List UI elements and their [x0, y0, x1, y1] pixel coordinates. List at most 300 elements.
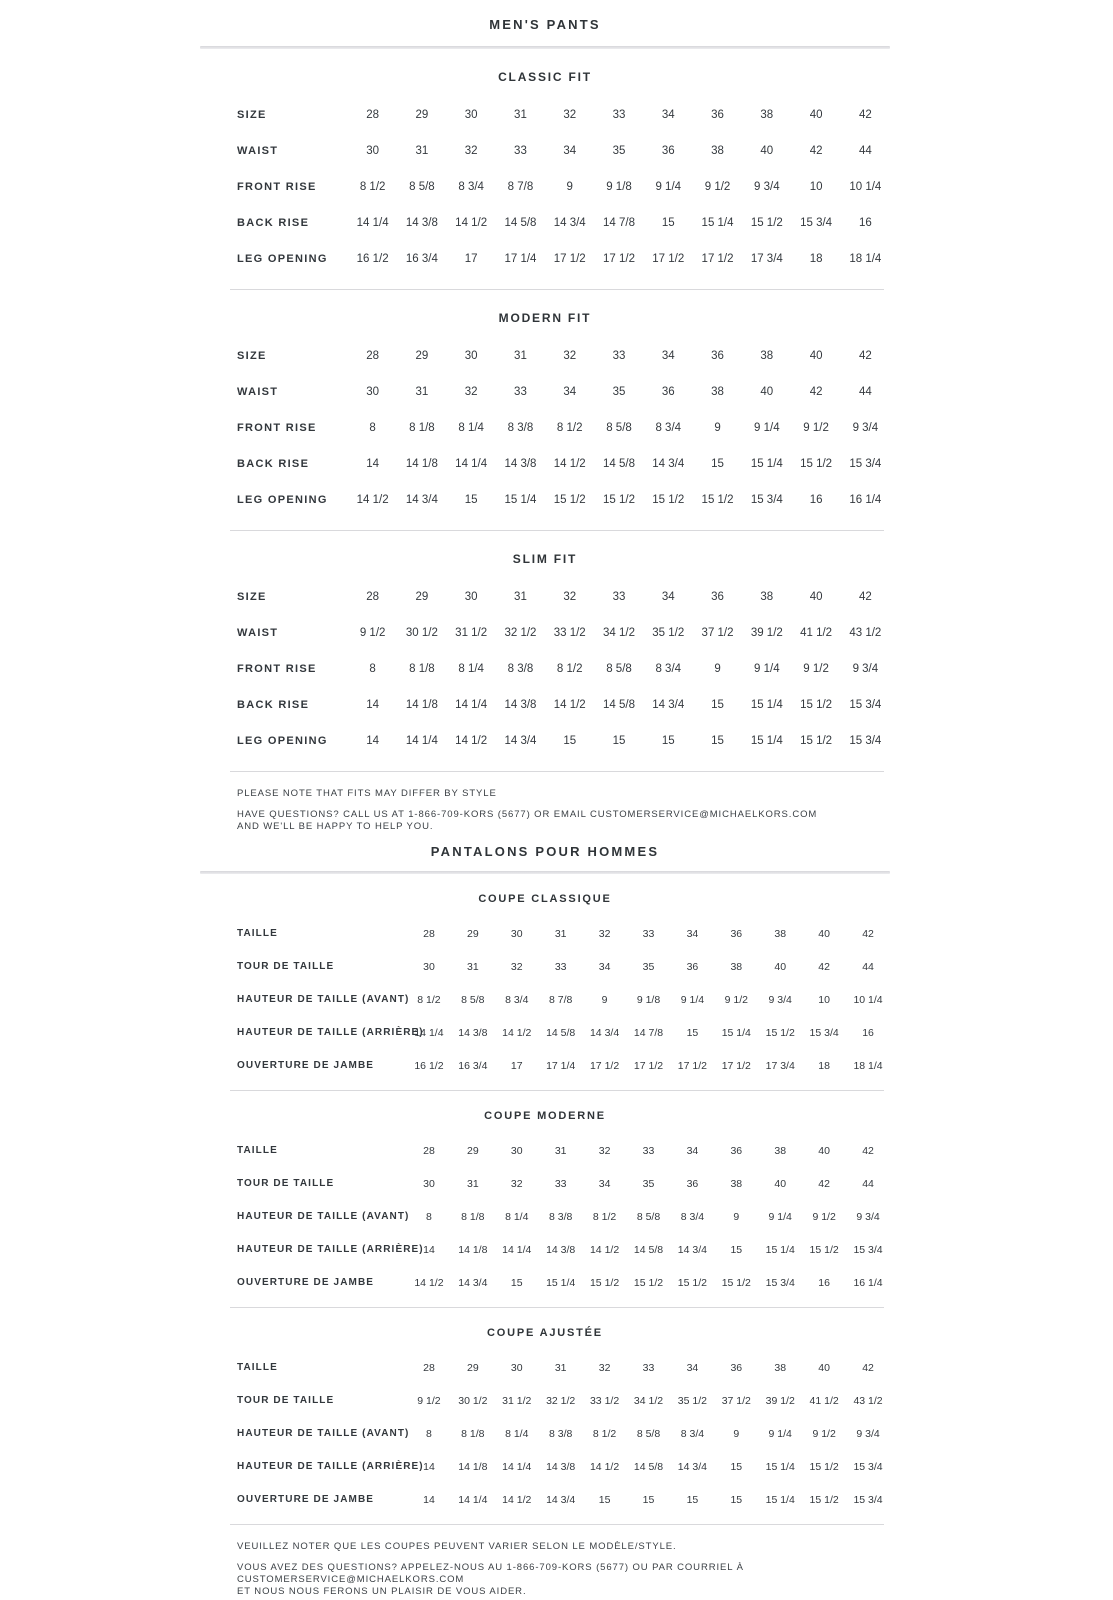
size-value-cell: 15 3/4: [800, 217, 833, 229]
size-table-row: [200, 1483, 890, 1516]
row-label: OUVERTURE DE JAMBE: [237, 1277, 375, 1288]
size-value-cell: 9 3/4: [852, 422, 879, 434]
size-value-cell: 8 1/2: [592, 1427, 617, 1440]
size-value-cell: 44: [858, 145, 872, 157]
size-value-cell: 15 1/2: [800, 699, 833, 711]
size-value-cell: 30: [464, 591, 478, 603]
size-value-cell: 16 3/4: [405, 253, 438, 265]
size-value-cell: 32: [563, 350, 577, 362]
size-value-cell: 33: [642, 1361, 655, 1374]
size-value-cell: 14 3/4: [504, 735, 537, 747]
size-value-cell: 14 1/2: [589, 1460, 620, 1473]
size-value-cell: 43 1/2: [849, 627, 882, 639]
size-value-cell: 44: [858, 386, 872, 398]
size-table-coupe-ajustee: [200, 1351, 890, 1516]
section-divider: [230, 530, 884, 531]
size-value-cell: 42: [818, 960, 830, 973]
size-value-cell: 9: [601, 993, 608, 1006]
row-label: HAUTEUR DE TAILLE (ARRIÈRE): [237, 1027, 424, 1038]
size-value-cell: 34: [598, 960, 611, 973]
size-value-cell: 17 1/2: [677, 1059, 707, 1072]
size-value-cell: 14 5/8: [546, 1026, 576, 1039]
size-value-cell: 38: [730, 1177, 743, 1190]
fit-heading-classic: CLASSIC FIT: [498, 70, 592, 84]
size-value-cell: 32 1/2: [504, 627, 537, 639]
size-value-cell: 14 3/8: [458, 1026, 488, 1039]
size-value-cell: 8 3/4: [655, 422, 682, 434]
size-value-cell: 31 1/2: [502, 1394, 532, 1407]
size-value-cell: 16 1/2: [414, 1059, 444, 1072]
size-value-cell: 37 1/2: [701, 627, 734, 639]
size-value-cell: 15 1/2: [633, 1276, 664, 1289]
size-value-cell: 14: [366, 458, 380, 470]
size-value-cell: 15 1/2: [553, 494, 586, 506]
size-value-cell: 38: [760, 109, 774, 121]
size-value-cell: 9 1/4: [754, 422, 780, 434]
row-label: TOUR DE TAILLE: [237, 1395, 335, 1406]
size-value-cell: 8 5/8: [606, 422, 632, 434]
size-value-cell: 31: [467, 1177, 479, 1190]
size-value-cell: 17 1/4: [546, 1059, 576, 1072]
size-value-cell: 35 1/2: [677, 1394, 707, 1407]
size-value-cell: 14 5/8: [504, 217, 537, 229]
size-value-cell: 34: [661, 350, 675, 362]
fit-section-coupe-moderne: [200, 1111, 890, 1299]
size-value-cell: 36: [730, 1361, 743, 1374]
size-value-cell: 18: [809, 253, 823, 265]
size-value-cell: 15 1/2: [677, 1276, 707, 1289]
size-value-cell: 32: [510, 1177, 523, 1190]
size-table-row: [200, 1384, 890, 1417]
size-value-cell: 15 1/2: [750, 217, 783, 229]
fit-section-coupe-classique: [200, 894, 890, 1082]
size-value-cell: 14 1/2: [414, 1276, 444, 1289]
size-value-cell: 30: [464, 109, 478, 121]
size-value-cell: 38: [774, 1361, 787, 1374]
contact-note-en: [200, 809, 890, 833]
size-value-cell: 8 7/8: [548, 993, 573, 1006]
size-value-cell: 39 1/2: [750, 627, 783, 639]
size-value-cell: 14: [366, 735, 380, 747]
size-value-cell: 8 1/2: [556, 422, 583, 434]
size-value-cell: 8 3/8: [507, 663, 534, 675]
size-table-row: [200, 651, 890, 687]
size-value-cell: 8: [369, 663, 376, 675]
size-table-row: [200, 205, 890, 241]
row-label: TAILLE: [237, 928, 278, 939]
size-value-cell: 9 1/2: [812, 1210, 836, 1223]
size-table-row: [200, 1266, 890, 1299]
size-value-cell: 44: [862, 1177, 874, 1190]
size-value-cell: 14 3/8: [504, 458, 537, 470]
size-value-cell: 8: [426, 1210, 432, 1223]
size-value-cell: 36: [711, 350, 724, 362]
size-value-cell: 15 1/2: [765, 1026, 795, 1039]
size-table-row: [200, 983, 890, 1016]
size-value-cell: 41 1/2: [809, 1394, 839, 1407]
size-value-cell: 33: [554, 1177, 567, 1190]
size-value-cell: 33: [642, 1144, 655, 1157]
size-table-coupe-classique: [200, 917, 890, 1082]
size-value-cell: 15 1/4: [721, 1026, 751, 1039]
size-value-cell: 14 3/4: [652, 699, 685, 711]
size-value-cell: 18 1/4: [849, 253, 882, 265]
size-value-cell: 9 1/4: [754, 663, 780, 675]
size-value-cell: 33: [514, 145, 527, 157]
size-value-cell: 14 3/4: [405, 494, 438, 506]
size-value-cell: 42: [862, 927, 874, 940]
fit-section-slim: [200, 553, 890, 759]
size-value-cell: 40: [760, 145, 774, 157]
row-label: WAIST: [237, 386, 279, 398]
size-value-cell: 18 1/4: [853, 1059, 883, 1072]
size-value-cell: 15 1/4: [765, 1243, 795, 1256]
size-table-row: [200, 446, 890, 482]
size-value-cell: 14 3/8: [546, 1460, 576, 1473]
size-table-row: [200, 687, 890, 723]
size-value-cell: 38: [760, 350, 774, 362]
size-table-row: [200, 1049, 890, 1082]
row-label: LEG OPENING: [237, 253, 328, 265]
row-label: OUVERTURE DE JAMBE: [237, 1060, 375, 1071]
size-value-cell: 8 1/8: [461, 1210, 485, 1223]
size-value-cell: 15: [711, 458, 724, 470]
size-value-cell: 34: [686, 927, 699, 940]
size-value-cell: 42: [809, 145, 823, 157]
size-value-cell: 8 5/8: [409, 181, 435, 193]
size-value-cell: 35: [612, 145, 626, 157]
size-value-cell: 8 5/8: [636, 1427, 661, 1440]
size-value-cell: 15 1/2: [809, 1460, 839, 1473]
size-value-cell: 36: [730, 927, 743, 940]
section-divider: [230, 771, 884, 772]
size-value-cell: 16: [818, 1276, 830, 1289]
size-table-row: [200, 723, 890, 759]
size-guide-page: [200, 0, 890, 1598]
size-value-cell: 8 1/2: [417, 993, 441, 1006]
size-value-cell: 9 3/4: [852, 663, 879, 675]
size-value-cell: 14: [423, 1243, 435, 1256]
size-value-cell: 9: [733, 1427, 740, 1440]
fit-heading-coupe-moderne: COUPE MODERNE: [484, 1110, 606, 1122]
size-value-cell: 15: [686, 1026, 699, 1039]
size-value-cell: 17 1/2: [553, 253, 586, 265]
size-value-cell: 34: [563, 386, 577, 398]
size-value-cell: 40: [760, 386, 774, 398]
size-value-cell: 34: [686, 1144, 699, 1157]
size-value-cell: 30: [464, 350, 478, 362]
size-value-cell: 14 1/2: [553, 699, 586, 711]
size-value-cell: 30: [423, 960, 435, 973]
size-value-cell: 34: [661, 591, 675, 603]
size-value-cell: 8 3/8: [548, 1427, 573, 1440]
size-value-cell: 34: [598, 1177, 611, 1190]
size-value-cell: 14 3/8: [546, 1243, 576, 1256]
size-value-cell: 42: [858, 109, 872, 121]
size-value-cell: 15 1/2: [603, 494, 635, 506]
row-label: FRONT RISE: [237, 663, 317, 675]
size-value-cell: 31: [415, 145, 429, 157]
size-value-cell: 15: [730, 1243, 743, 1256]
size-value-cell: 29: [415, 591, 429, 603]
size-value-cell: 15: [661, 217, 675, 229]
size-value-cell: 8 1/4: [458, 422, 484, 434]
size-value-cell: 14 5/8: [633, 1243, 664, 1256]
size-value-cell: 14 1/4: [455, 458, 488, 470]
size-value-cell: 9 3/4: [768, 993, 792, 1006]
section-divider: [230, 1524, 884, 1525]
fit-section-classic: [200, 71, 890, 277]
size-value-cell: 31: [514, 591, 527, 603]
size-value-cell: 14 1/2: [455, 217, 488, 229]
size-value-cell: 29: [415, 109, 429, 121]
size-value-cell: 8 1/4: [505, 1210, 529, 1223]
size-value-cell: 8: [369, 422, 376, 434]
row-label: LEG OPENING: [237, 735, 328, 747]
row-label: FRONT RISE: [237, 422, 317, 434]
size-value-cell: 31: [554, 927, 567, 940]
fit-section-coupe-ajustee: [200, 1328, 890, 1516]
size-table-row: [200, 1016, 890, 1049]
size-value-cell: 29: [467, 1361, 479, 1374]
size-value-cell: 31: [467, 960, 479, 973]
size-table-modern-fit: [200, 338, 890, 518]
size-value-cell: 28: [423, 1144, 435, 1157]
size-value-cell: 8 1/2: [556, 663, 583, 675]
size-value-cell: 15 1/4: [504, 494, 537, 506]
row-label: SIZE: [237, 591, 267, 603]
size-value-cell: 15 3/4: [849, 735, 882, 747]
size-value-cell: 32: [464, 145, 478, 157]
row-label: FRONT RISE: [237, 181, 317, 193]
size-value-cell: 15 1/2: [800, 735, 833, 747]
size-value-cell: 14 5/8: [603, 458, 635, 470]
size-value-cell: 28: [423, 927, 435, 940]
size-value-cell: 14 1/2: [502, 1493, 532, 1506]
size-value-cell: 30: [510, 1361, 523, 1374]
size-value-cell: 36: [661, 145, 675, 157]
size-table-row: [200, 374, 890, 410]
size-value-cell: 10: [818, 993, 830, 1006]
size-value-cell: 15 3/4: [853, 1460, 883, 1473]
size-value-cell: 14 1/4: [455, 699, 488, 711]
size-table-row: [200, 169, 890, 205]
size-value-cell: 33 1/2: [589, 1394, 620, 1407]
size-value-cell: 14 1/2: [589, 1243, 620, 1256]
contact-note-fr-line2: ET NOUS NOUS FERONS UN PLAISIR DE VOUS AIDER.: [237, 1586, 527, 1597]
size-value-cell: 17 1/2: [589, 1059, 620, 1072]
size-value-cell: 9: [733, 1210, 740, 1223]
size-value-cell: 35 1/2: [652, 627, 685, 639]
size-value-cell: 16 1/2: [356, 253, 389, 265]
fit-note-en: PLEASE NOTE THAT FITS MAY DIFFER BY STYLE: [237, 788, 497, 799]
size-value-cell: 15 1/4: [750, 458, 783, 470]
size-value-cell: 17 1/2: [633, 1059, 664, 1072]
size-value-cell: 8 3/8: [548, 1210, 573, 1223]
row-label: BACK RISE: [237, 217, 310, 229]
size-value-cell: 18: [818, 1059, 830, 1072]
size-table-row: [200, 1417, 890, 1450]
size-value-cell: 35: [642, 1177, 655, 1190]
size-value-cell: 10: [809, 181, 823, 193]
row-label: WAIST: [237, 145, 279, 157]
contact-note-fr: [200, 1562, 890, 1598]
size-value-cell: 32 1/2: [546, 1394, 576, 1407]
size-value-cell: 16: [862, 1026, 874, 1039]
size-value-cell: 14 1/4: [502, 1243, 532, 1256]
size-value-cell: 14 7/8: [633, 1026, 664, 1039]
size-value-cell: 33: [642, 927, 655, 940]
size-value-cell: 28: [366, 350, 380, 362]
size-value-cell: 40: [818, 927, 830, 940]
size-value-cell: 17 1/2: [721, 1059, 751, 1072]
size-value-cell: 8 5/8: [636, 1210, 661, 1223]
size-value-cell: 32: [563, 109, 577, 121]
size-value-cell: 17: [464, 253, 478, 265]
size-value-cell: 16 3/4: [458, 1059, 488, 1072]
size-value-cell: 30: [423, 1177, 435, 1190]
size-value-cell: 15 1/4: [546, 1276, 576, 1289]
size-value-cell: 14 7/8: [603, 217, 635, 229]
size-value-cell: 42: [862, 1361, 874, 1374]
size-value-cell: 15: [598, 1493, 611, 1506]
size-value-cell: 8 3/8: [507, 422, 534, 434]
size-value-cell: 15: [464, 494, 478, 506]
size-value-cell: 29: [467, 927, 479, 940]
size-value-cell: 14 3/4: [589, 1026, 620, 1039]
size-value-cell: 38: [774, 927, 787, 940]
size-value-cell: 14 1/4: [414, 1026, 444, 1039]
size-value-cell: 8 1/8: [409, 422, 435, 434]
size-value-cell: 33 1/2: [553, 627, 586, 639]
size-value-cell: 15 1/2: [800, 458, 833, 470]
size-value-cell: 33: [612, 591, 626, 603]
size-value-cell: 33: [554, 960, 567, 973]
row-label: HAUTEUR DE TAILLE (AVANT): [237, 1428, 410, 1439]
size-value-cell: 14 1/8: [458, 1460, 488, 1473]
size-value-cell: 29: [415, 350, 429, 362]
row-label: LEG OPENING: [237, 494, 328, 506]
size-value-cell: 15: [711, 735, 724, 747]
size-value-cell: 43 1/2: [853, 1394, 883, 1407]
size-value-cell: 15: [510, 1276, 523, 1289]
size-value-cell: 36: [686, 960, 699, 973]
size-value-cell: 15 3/4: [809, 1026, 839, 1039]
size-value-cell: 17 1/2: [652, 253, 685, 265]
contact-note-en-line1: HAVE QUESTIONS? CALL US AT 1-866-709-KORS (5677) OR EMAIL CUSTOMERSERVICE@MICHAELKORS.COM: [237, 809, 818, 820]
size-table-slim-fit: [200, 579, 890, 759]
size-value-cell: 15 3/4: [849, 699, 882, 711]
size-value-cell: 31 1/2: [455, 627, 488, 639]
row-label: TOUR DE TAILLE: [237, 1178, 335, 1189]
size-value-cell: 10 1/4: [853, 993, 883, 1006]
size-value-cell: 31: [514, 109, 527, 121]
size-value-cell: 30: [510, 1144, 523, 1157]
size-value-cell: 14 1/8: [458, 1243, 488, 1256]
title-divider-en: [200, 46, 890, 49]
size-value-cell: 38: [774, 1144, 787, 1157]
row-label: BACK RISE: [237, 699, 310, 711]
size-value-cell: 38: [760, 591, 774, 603]
size-value-cell: 9 1/4: [768, 1210, 792, 1223]
size-value-cell: 9 1/2: [359, 627, 386, 639]
row-label: HAUTEUR DE TAILLE (ARRIÈRE): [237, 1461, 424, 1472]
size-value-cell: 17 3/4: [750, 253, 783, 265]
size-value-cell: 15: [642, 1493, 655, 1506]
size-value-cell: 9 3/4: [754, 181, 780, 193]
size-value-cell: 16: [809, 494, 823, 506]
title-divider-fr: [200, 871, 890, 874]
size-value-cell: 15 1/2: [652, 494, 685, 506]
size-value-cell: 15 3/4: [849, 458, 882, 470]
size-table-row: [200, 917, 890, 950]
size-value-cell: 35: [642, 960, 655, 973]
size-value-cell: 8 1/2: [359, 181, 386, 193]
size-value-cell: 15 1/2: [809, 1243, 839, 1256]
fit-heading-coupe-ajustee: COUPE AJUSTÉE: [487, 1327, 603, 1339]
size-value-cell: 8 1/8: [461, 1427, 485, 1440]
size-value-cell: 17 3/4: [765, 1059, 795, 1072]
size-value-cell: 16 1/4: [853, 1276, 883, 1289]
size-value-cell: 40: [809, 109, 823, 121]
size-value-cell: 9 1/2: [724, 993, 748, 1006]
size-value-cell: 15 3/4: [853, 1493, 883, 1506]
size-value-cell: 9 1/2: [803, 422, 829, 434]
size-value-cell: 8 5/8: [461, 993, 485, 1006]
size-value-cell: 42: [809, 386, 823, 398]
size-value-cell: 32: [598, 1361, 611, 1374]
size-value-cell: 9 1/4: [655, 181, 682, 193]
size-value-cell: 33: [612, 350, 626, 362]
size-value-cell: 36: [661, 386, 675, 398]
size-value-cell: 15: [730, 1460, 743, 1473]
size-value-cell: 14 3/8: [405, 217, 438, 229]
size-value-cell: 40: [809, 591, 823, 603]
size-value-cell: 10 1/4: [849, 181, 882, 193]
size-value-cell: 14: [423, 1460, 435, 1473]
size-value-cell: 8 7/8: [507, 181, 534, 193]
size-value-cell: 15 1/4: [701, 217, 734, 229]
size-value-cell: 9 1/8: [636, 993, 661, 1006]
size-table-classic-fit: [200, 97, 890, 277]
size-value-cell: 38: [730, 960, 743, 973]
size-value-cell: 14 3/4: [546, 1493, 576, 1506]
size-value-cell: 9 1/4: [680, 993, 705, 1006]
size-value-cell: 8: [426, 1427, 432, 1440]
size-value-cell: 15: [711, 699, 724, 711]
size-value-cell: 8 1/8: [409, 663, 435, 675]
size-value-cell: 14 3/4: [553, 217, 586, 229]
size-value-cell: 15 1/4: [765, 1493, 795, 1506]
size-value-cell: 42: [858, 350, 872, 362]
size-value-cell: 9 1/4: [768, 1427, 792, 1440]
size-value-cell: 14 3/8: [504, 699, 537, 711]
size-value-cell: 9 1/2: [704, 181, 731, 193]
size-value-cell: 15 1/2: [701, 494, 734, 506]
size-value-cell: 15 3/4: [750, 494, 783, 506]
size-value-cell: 14 1/2: [356, 494, 389, 506]
section-divider: [230, 1090, 884, 1091]
section-divider: [230, 289, 884, 290]
size-value-cell: 15 1/2: [721, 1276, 751, 1289]
size-value-cell: 14 1/2: [455, 735, 488, 747]
size-value-cell: 8 1/2: [592, 1210, 617, 1223]
size-value-cell: 34: [686, 1361, 699, 1374]
row-label: SIZE: [237, 350, 267, 362]
size-value-cell: 8 3/4: [655, 663, 682, 675]
fit-section-modern: [200, 312, 890, 518]
size-value-cell: 44: [862, 960, 874, 973]
